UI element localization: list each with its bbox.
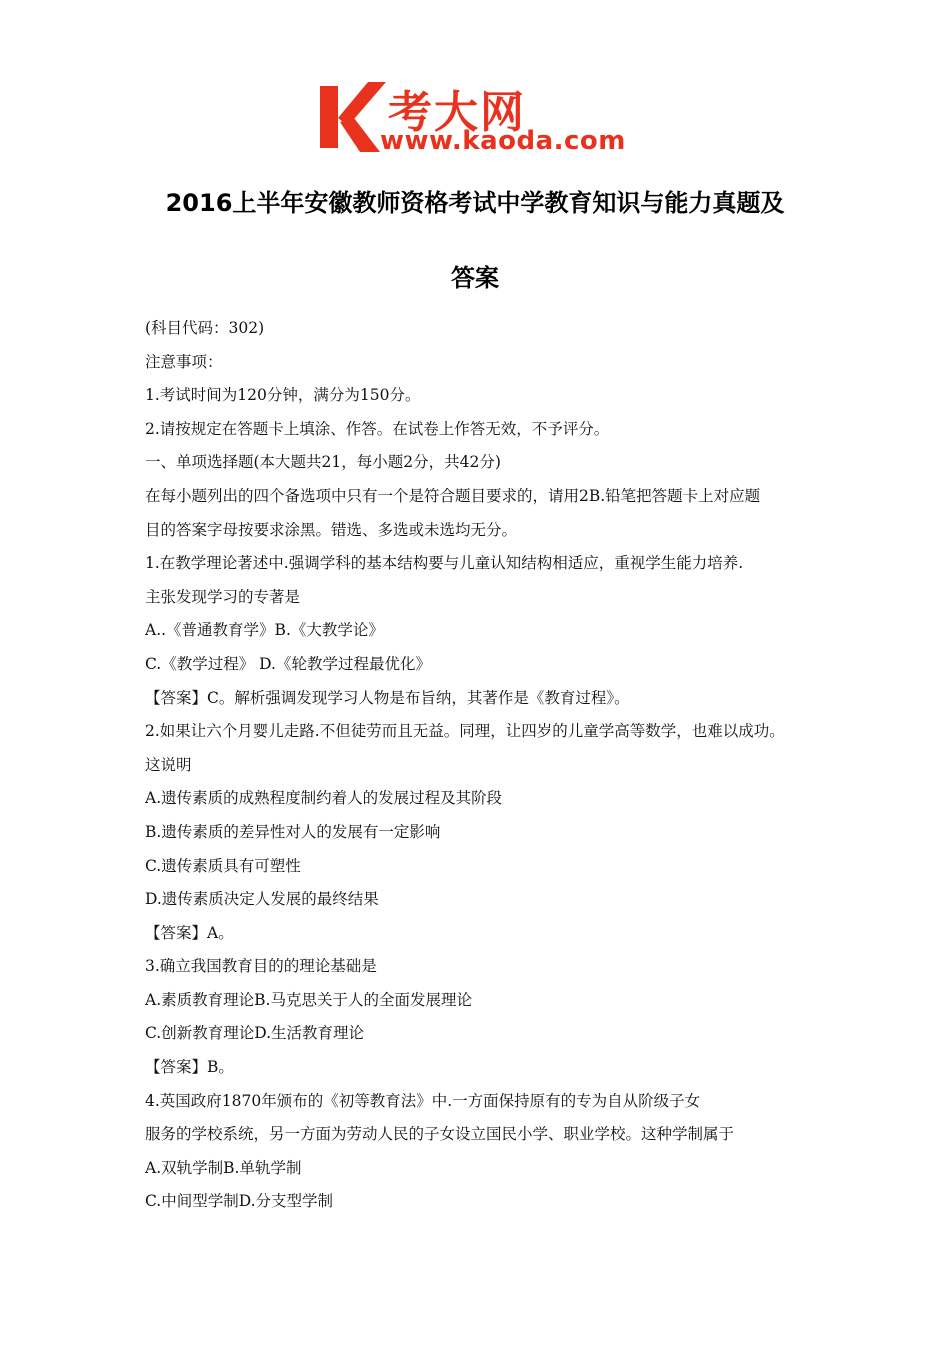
text-line: 2.请按规定在答题卡上填涂、作答。在试卷上作答无效，不予评分。 <box>145 419 610 438</box>
text-line: A.双轨学制B.单轨学制 <box>145 1158 302 1177</box>
text-line: C.中间型学制D.分支型学制 <box>145 1192 334 1211</box>
text-line: 1.考试时间为120分钟，满分为150分。 <box>145 386 421 405</box>
logo-brand-text: 考大网 <box>388 87 526 138</box>
text-line: 一、单项选择题(本大题共21，每小题2分，共42分) <box>145 453 501 472</box>
text-line: A.素质教育理论B.马克思关于人的全面发展理论 <box>145 990 472 1009</box>
text-line: 在每小题列出的四个备选项中只有一个是符合题目要求的，请用2B.铅笔把答题卡上对应题 <box>145 486 761 505</box>
text-line: C.《教学过程》 D.《轮教学过程最优化》 <box>145 654 431 673</box>
text-line: A.遗传素质的成熟程度制约着人的发展过程及其阶段 <box>145 789 503 808</box>
text-line: 2.如果让六个月婴儿走路.不但徒劳而且无益。同理，让四岁的儿童学高等数学，也难以成功。 <box>145 722 785 741</box>
text-line: 目的答案字母按要求涂黑。错选、多选或未选均无分。 <box>145 520 518 539</box>
text-line: 3.确立我国教育目的的理论基础是 <box>145 957 377 976</box>
text-line: C.遗传素质具有可塑性 <box>145 856 301 875</box>
text-line: 【答案】C。解析强调发现学习人物是布旨纳，其著作是《教育过程》。 <box>145 688 630 707</box>
doc-title-line-2: 答案 <box>451 264 499 292</box>
text-line: A..《普通教育学》B.《大教学论》 <box>145 621 384 640</box>
text-line: 【答案】B。 <box>145 1058 234 1077</box>
text-line: 4.英国政府1870年颁布的《初等教育法》中.一方面保持原有的专为自从阶级子女 <box>145 1091 701 1110</box>
logo-k-mark-icon <box>318 78 388 156</box>
text-line: 注意事项： <box>145 352 223 371</box>
text-line: (科目代码：302) <box>145 319 265 337</box>
doc-title-line-1: 2016上半年安徽教师资格考试中学教育知识与能力真题及 <box>165 189 785 217</box>
text-line: 这说明 <box>145 755 192 774</box>
text-line: 服务的学校系统，另一方面为劳动人民的子女设立国民小学、职业学校。这种学制属于 <box>145 1125 735 1144</box>
text-line: 主张发现学习的专著是 <box>145 587 301 606</box>
text-line: 1.在教学理论著述中.强调学科的基本结构要与儿童认知结构相适应，重视学生能力培养. <box>145 554 744 573</box>
text-line: 【答案】A。 <box>145 923 234 942</box>
text-line: B.遗传素质的差异性对人的发展有一定影响 <box>145 822 441 841</box>
logo-url-text: www.kaoda.com <box>380 126 626 156</box>
doc-body <box>145 312 845 1219</box>
text-line: C.创新教育理论D.生活教育理论 <box>145 1024 365 1043</box>
kaoda-logo <box>318 78 640 162</box>
text-line: D.遗传素质决定人发展的最终结果 <box>145 890 379 909</box>
